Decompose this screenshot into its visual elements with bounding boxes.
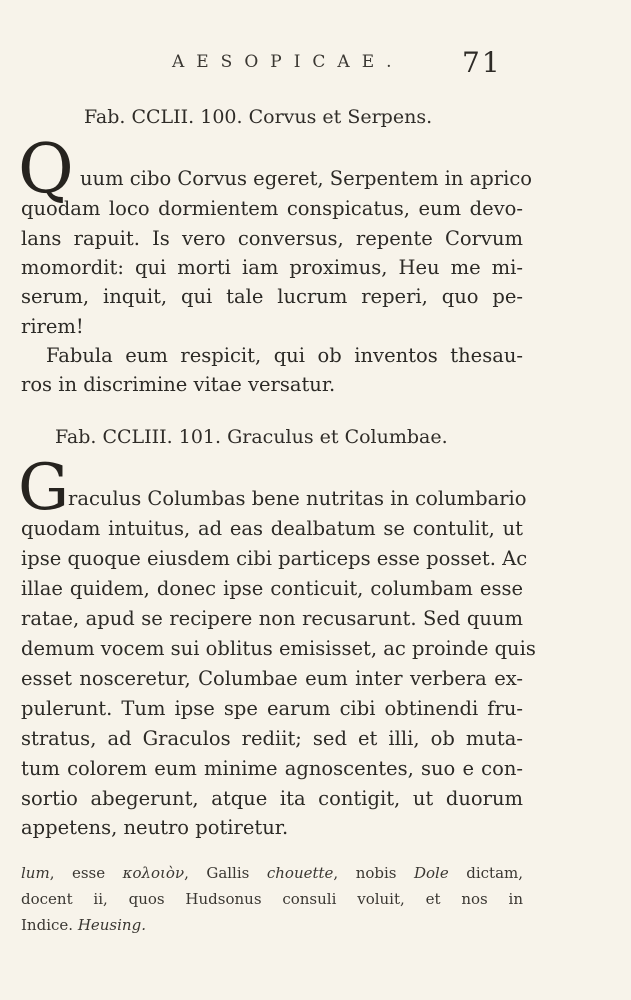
page-number: 71 bbox=[462, 46, 502, 79]
fable-253-line: raculus Columbas bene nutritas in columbario bbox=[68, 487, 527, 510]
fable-252-line: rirem! bbox=[21, 315, 84, 338]
fable-253-line: illae quidem, donec ipse conticuit, columbam esse bbox=[21, 577, 523, 600]
fable-252-line: quodam loco dormientem conspicatus, eum devo- bbox=[21, 197, 523, 220]
fable-252-moral-line: Fabula eum respicit, qui ob inventos thesau- bbox=[46, 344, 523, 367]
fable-title-252: Fab. CCLII. 100. Corvus et Serpens. bbox=[84, 106, 433, 128]
footnote-line: docent ii, quos Hudsonus consuli voluit, et nos in bbox=[21, 890, 523, 908]
fable-253-line: stratus, ad Graculos rediit; sed et illi, ob muta- bbox=[21, 727, 523, 750]
footnote-text: chouette bbox=[266, 864, 334, 882]
page-header bbox=[0, 46, 631, 86]
footnote-author: Heusing. bbox=[77, 916, 146, 934]
fable-253-line: ipse quoque eiusdem cibi particeps esse posset. Ac bbox=[21, 547, 528, 570]
fable-253-line: pulerunt. Tum ipse spe earum cibi obtinendi fru- bbox=[21, 697, 523, 720]
footnote-text: , nobis bbox=[333, 864, 414, 882]
footnote-text: lum bbox=[21, 864, 50, 882]
footnote-text: Dole bbox=[414, 864, 449, 882]
fable-252-line: momordit: qui morti iam proximus, Heu me mi- bbox=[21, 256, 523, 279]
fable-252-line: lans rapuit. Is vero conversus, repente Corvum bbox=[21, 227, 523, 250]
footnote-line bbox=[21, 912, 523, 938]
fable-253-line: tum colorem eum minime agnoscentes, suo e con- bbox=[21, 757, 523, 780]
footnote-line bbox=[21, 860, 523, 886]
fable-252-moral-line: ros in discrimine vitae versatur. bbox=[21, 373, 336, 396]
fable-252-line: uum cibo Corvus egeret, Serpentem in aprico bbox=[80, 167, 532, 190]
footnote-text: , Gallis bbox=[184, 864, 267, 882]
footnote-text: dictam, bbox=[448, 864, 524, 882]
fable-253-line: sortio abegerunt, atque ita contigit, ut duorum bbox=[21, 787, 523, 810]
running-title: AESOPICAE. bbox=[172, 52, 404, 72]
drop-cap-g: G bbox=[18, 451, 70, 525]
footnote-greek-word: κολοιὸν bbox=[122, 864, 185, 882]
footnote-text: Indice. bbox=[21, 916, 78, 934]
footnote-text: , esse bbox=[49, 864, 123, 882]
fable-253-line: demum vocem sui oblitus emisisset, ac proinde quis bbox=[21, 637, 536, 660]
fable-253-line: ratae, apud se recipere non recusarunt. Sed quum bbox=[21, 607, 523, 630]
drop-cap-q: Q bbox=[18, 130, 74, 209]
fable-253-line: esset nosceretur, Columbae eum inter verbera ex- bbox=[21, 667, 523, 690]
fable-253-line: quodam intuitus, ad eas dealbatum se contulit, ut bbox=[21, 517, 523, 540]
fable-253-line: appetens, neutro potiretur. bbox=[21, 816, 289, 839]
fable-252-line: serum, inquit, qui tale lucrum reperi, quo pe- bbox=[21, 285, 523, 308]
fable-title-253: Fab. CCLIII. 101. Graculus et Columbae. bbox=[55, 426, 448, 448]
